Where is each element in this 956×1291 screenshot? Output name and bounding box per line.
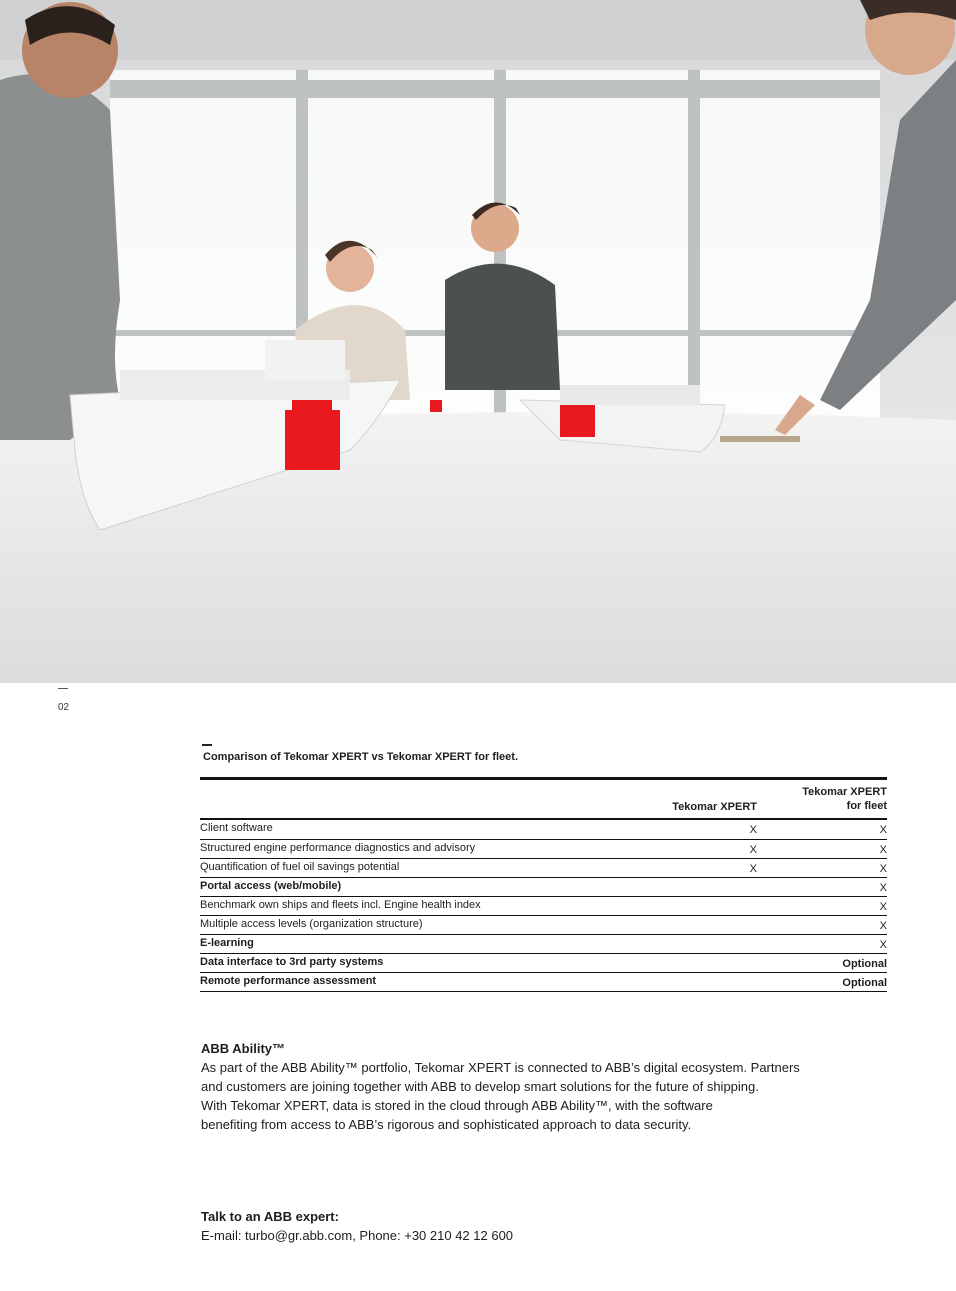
row-label: Data interface to 3rd party systems: [200, 956, 384, 968]
page-number-dash: [58, 688, 68, 689]
cell-xpert: X: [749, 863, 757, 875]
abb-ability-section: [201, 1039, 881, 1134]
table-row: [200, 878, 887, 897]
cell-fleet: X: [879, 939, 887, 951]
row-label: E-learning: [200, 937, 254, 949]
table-row: [200, 859, 887, 878]
abb-ability-title: ABB Ability™: [201, 1041, 286, 1056]
caption-dash: [202, 744, 212, 746]
cell-fleet: Optional: [842, 977, 887, 989]
table-row: [200, 840, 887, 859]
abb-ability-line-3: With Tekomar XPERT, data is stored in the cloud through ABB Ability™, with the software: [201, 1098, 713, 1113]
page-number: 02: [58, 702, 70, 713]
header-tekomar-xpert-fleet: [802, 785, 887, 813]
header-tekomar-xpert: Tekomar XPERT: [672, 801, 757, 813]
row-label: Portal access (web/mobile): [200, 880, 342, 892]
table-row: [200, 916, 887, 935]
row-label: Client software: [200, 822, 273, 834]
table-row: [200, 820, 887, 840]
contact-title: Talk to an ABB expert:: [201, 1209, 339, 1224]
row-label: Multiple access levels (organization structure): [200, 918, 423, 930]
cell-xpert: X: [749, 824, 757, 836]
table-row: [200, 935, 887, 954]
cell-fleet: X: [879, 863, 887, 875]
cell-fleet: X: [879, 901, 887, 913]
row-label: Remote performance assessment: [200, 975, 377, 987]
abb-ability-line-4: benefiting from access to ABB’s rigorous and sophisticated approach to data security.: [201, 1117, 692, 1132]
comparison-table: [200, 777, 887, 992]
row-label: Quantification of fuel oil savings potential: [200, 861, 400, 873]
table-caption: Comparison of Tekomar XPERT vs Tekomar XPERT for fleet.: [203, 751, 518, 763]
abb-ability-line-2: and customers are joining together with ABB to develop smart solutions for the future of shipping.: [201, 1079, 759, 1094]
cell-fleet: X: [879, 882, 887, 894]
row-label: Structured engine performance diagnostics and advisory: [200, 842, 476, 854]
cell-fleet: X: [879, 844, 887, 856]
cell-xpert: X: [749, 844, 757, 856]
contact-line: E-mail: turbo@gr.abb.com, Phone: +30 210 42 12 600: [201, 1228, 514, 1243]
table-row: [200, 973, 887, 992]
cell-fleet: Optional: [842, 958, 887, 970]
table-row: [200, 897, 887, 916]
abb-ability-line-1: As part of the ABB Ability™ portfolio, Tekomar XPERT is connected to ABB’s digital ecosystem. Partners: [201, 1060, 800, 1075]
row-label: Benchmark own ships and fleets incl. Engine health index: [200, 899, 481, 911]
header-fleet-line2: for fleet: [846, 800, 887, 812]
contact-section: [201, 1207, 513, 1245]
cell-fleet: X: [879, 920, 887, 932]
table-row: [200, 954, 887, 973]
header-fleet-line1: Tekomar XPERT: [802, 786, 887, 798]
cell-fleet: X: [879, 824, 887, 836]
table-header: [200, 780, 887, 820]
